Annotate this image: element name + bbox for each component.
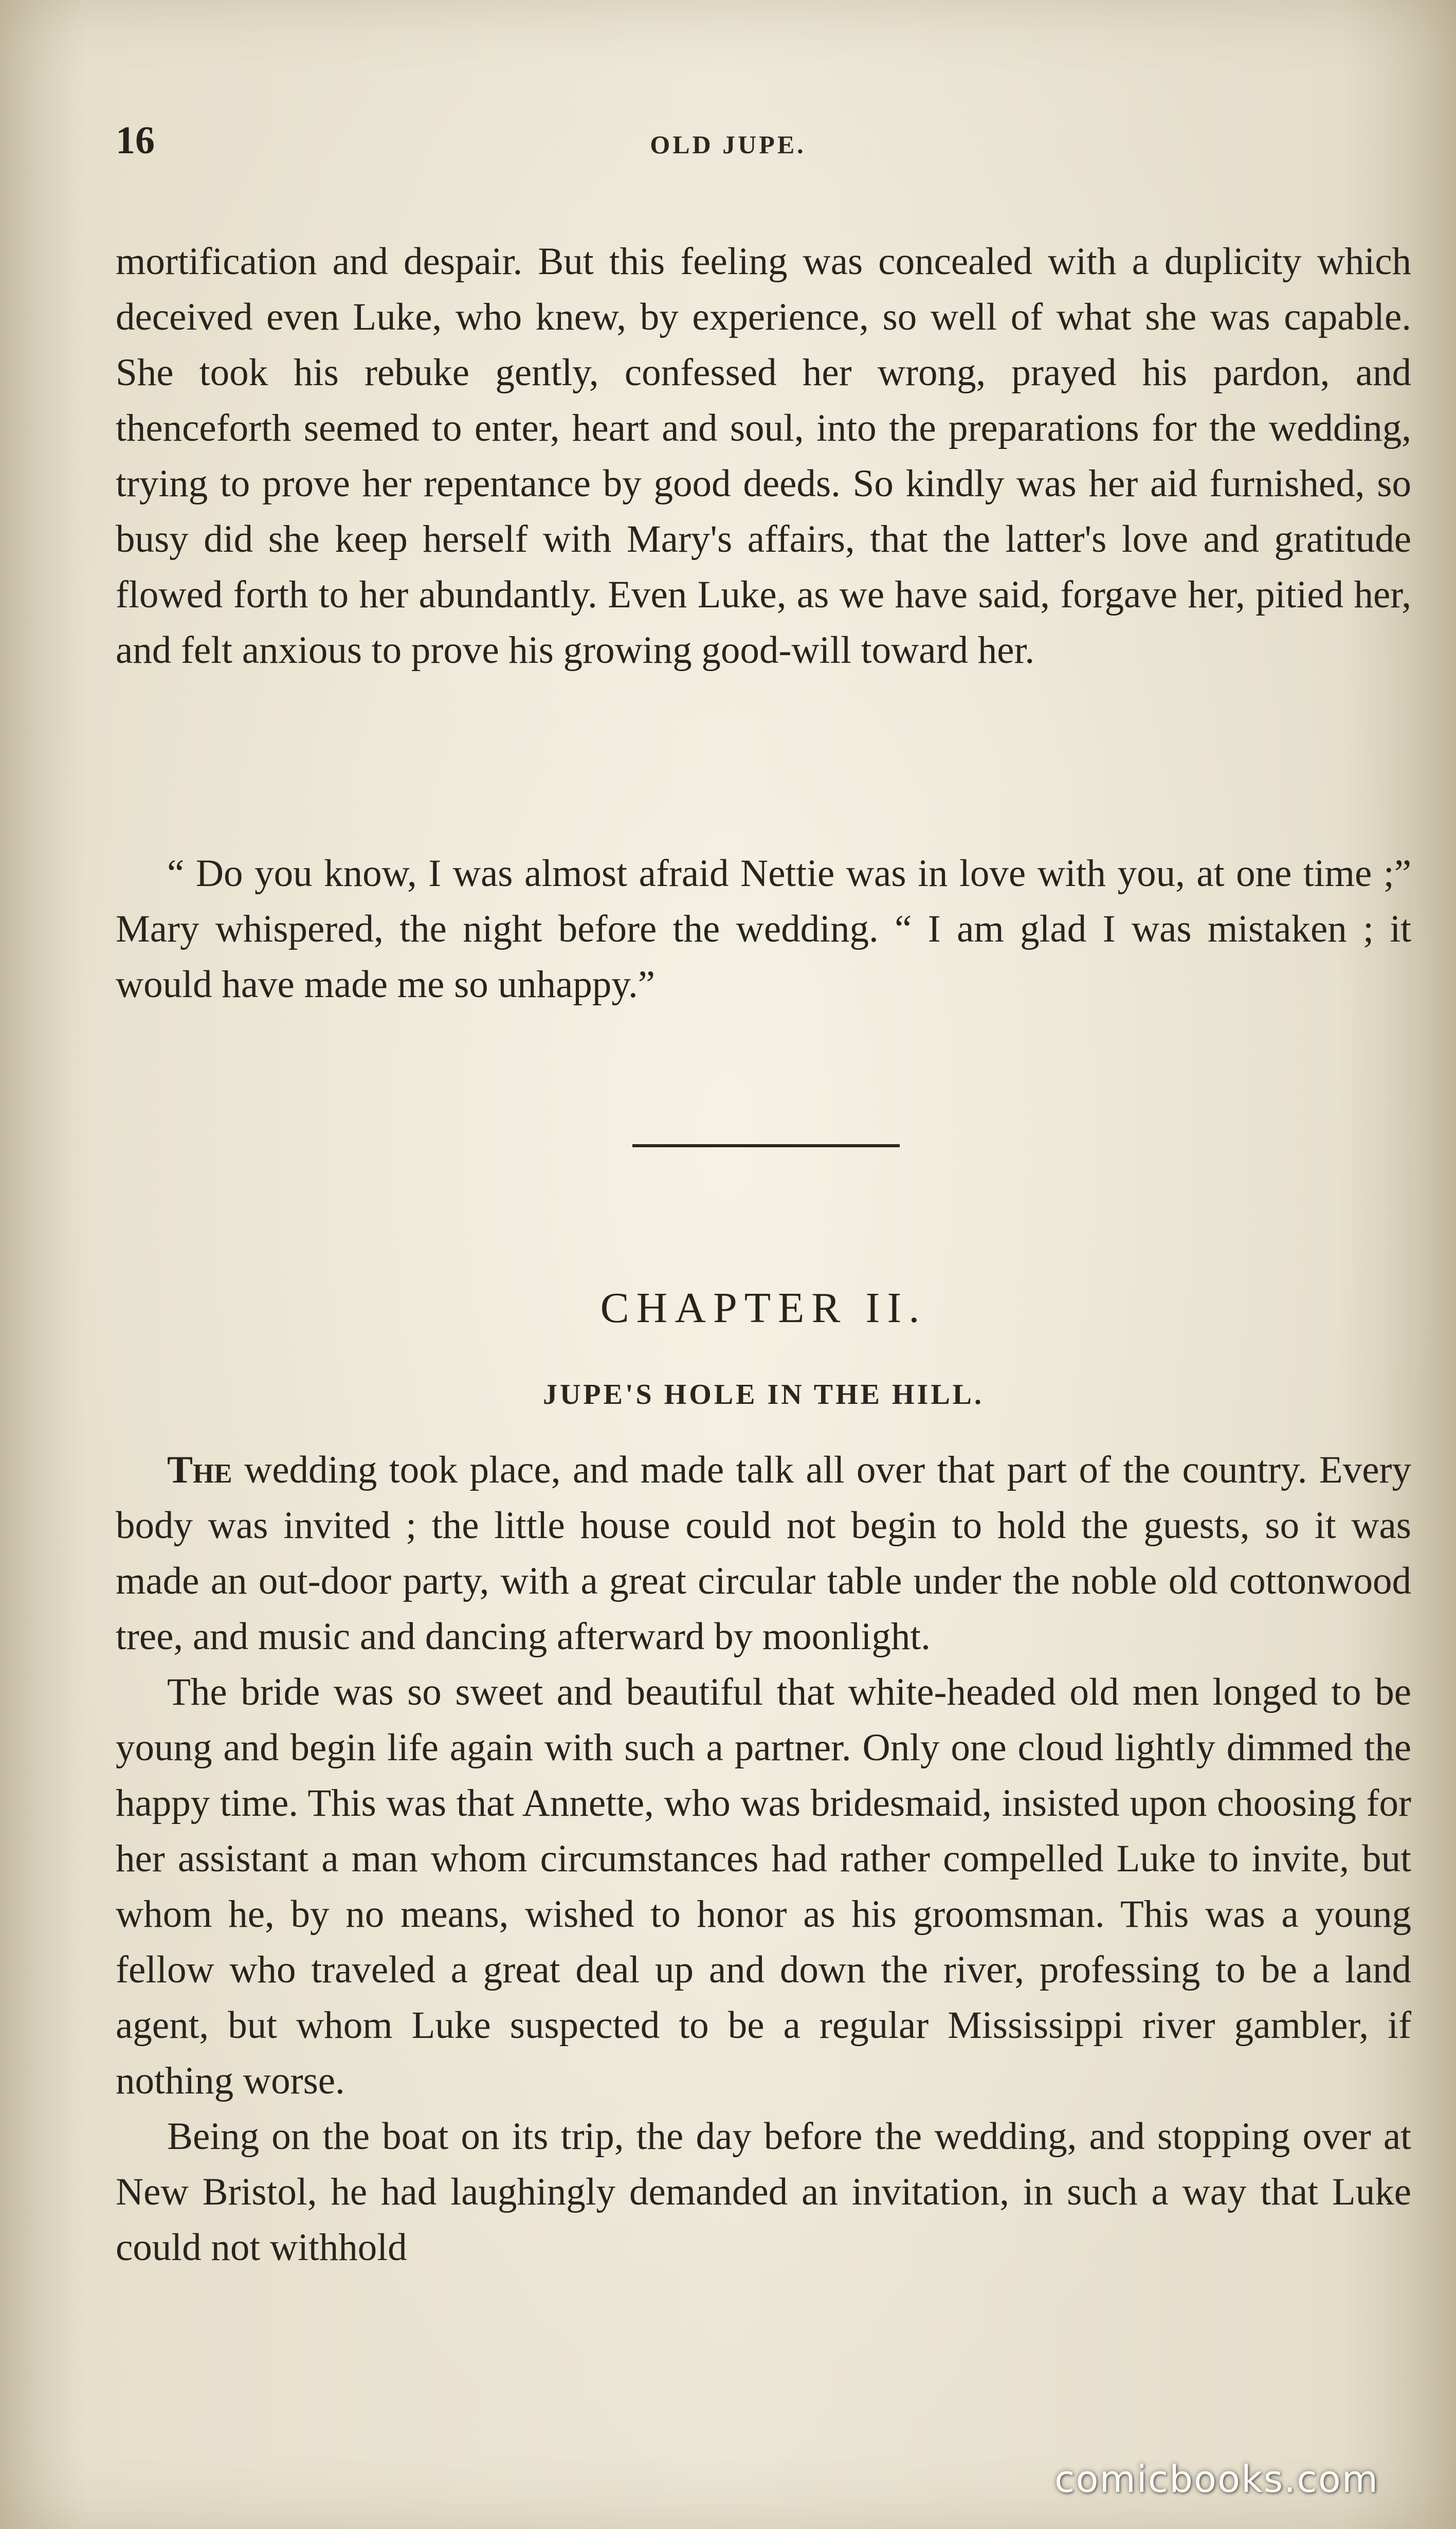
paragraph-text: “ Do you know, I was almost afraid Nettie was in love with you, at one time ;” Mary whispered, the night before the wedding. “ I am glad I was mistaken ; it would have made me so unhappy.” [116, 852, 1411, 1006]
chapter-subtitle: JUPE'S HOLE IN THE HILL. [542, 1379, 985, 1411]
paragraph-text: mortification and despair. But this feeling was concealed with a duplicity which deceived even Luke, who knew, by experience, so well of what she was capable. She took his rebuke gently, confessed her wrong, prayed his pardon, and thenceforth seemed to enter, heart and soul, into the preparations for the wedding, trying to prove her repentance by good deeds. So kindly was her aid furnished, so busy did she keep herself with Mary's affairs, that the latter's love and gratitude flowed forth to her abundantly. Even Luke, as we have said, forgave her, pitied her, and felt anxious to prove his growing good-will toward her. [116, 240, 1411, 672]
lead-word: The [167, 1449, 232, 1491]
watermark: comicbooks.com [1054, 2458, 1379, 2501]
section-divider [632, 1144, 900, 1147]
chapter-paragraph [116, 1442, 1411, 1665]
chapter-heading: CHAPTER II. [600, 1284, 927, 1332]
chapter-paragraph: The bride was so sweet and beautiful that white-headed old men longed to be young and begin life again with such a partner. Only one cloud lightly dimmed the happy time. This was that Annette, who was bridesmaid, insisted upon choosing for her assistant a man whom circumstances had rather compelled Luke to invite, but whom he, by no means, wished to honor as his groomsman. This was a young fellow who traveled a great deal up and down the river, professing to be a land agent, but whom Luke suspected to be a regular Mississippi river gambler, if nothing worse. [116, 1671, 1411, 2102]
chapter-paragraph: Being on the boat on its trip, the day before the wedding, and stopping over at New Bristol, he had laughingly demanded an invitation, in such a way that Luke could not withhold [116, 2115, 1411, 2269]
paragraph-text: wedding took place, and made talk all over that part of the country. Every body was invited ; the little house could not begin to hold the guests, so it was made an out-door party, with a great circular table under the noble old cottonwood tree, and music and dancing afterward by moonlight. [116, 1449, 1411, 1658]
opening-paragraph [116, 234, 1411, 678]
running-head [116, 118, 1340, 175]
chapter-body [116, 1442, 1411, 2275]
page-number: 16 [116, 119, 155, 162]
dialogue-paragraph [116, 846, 1411, 1013]
running-title: OLD JUPE. [650, 130, 806, 159]
